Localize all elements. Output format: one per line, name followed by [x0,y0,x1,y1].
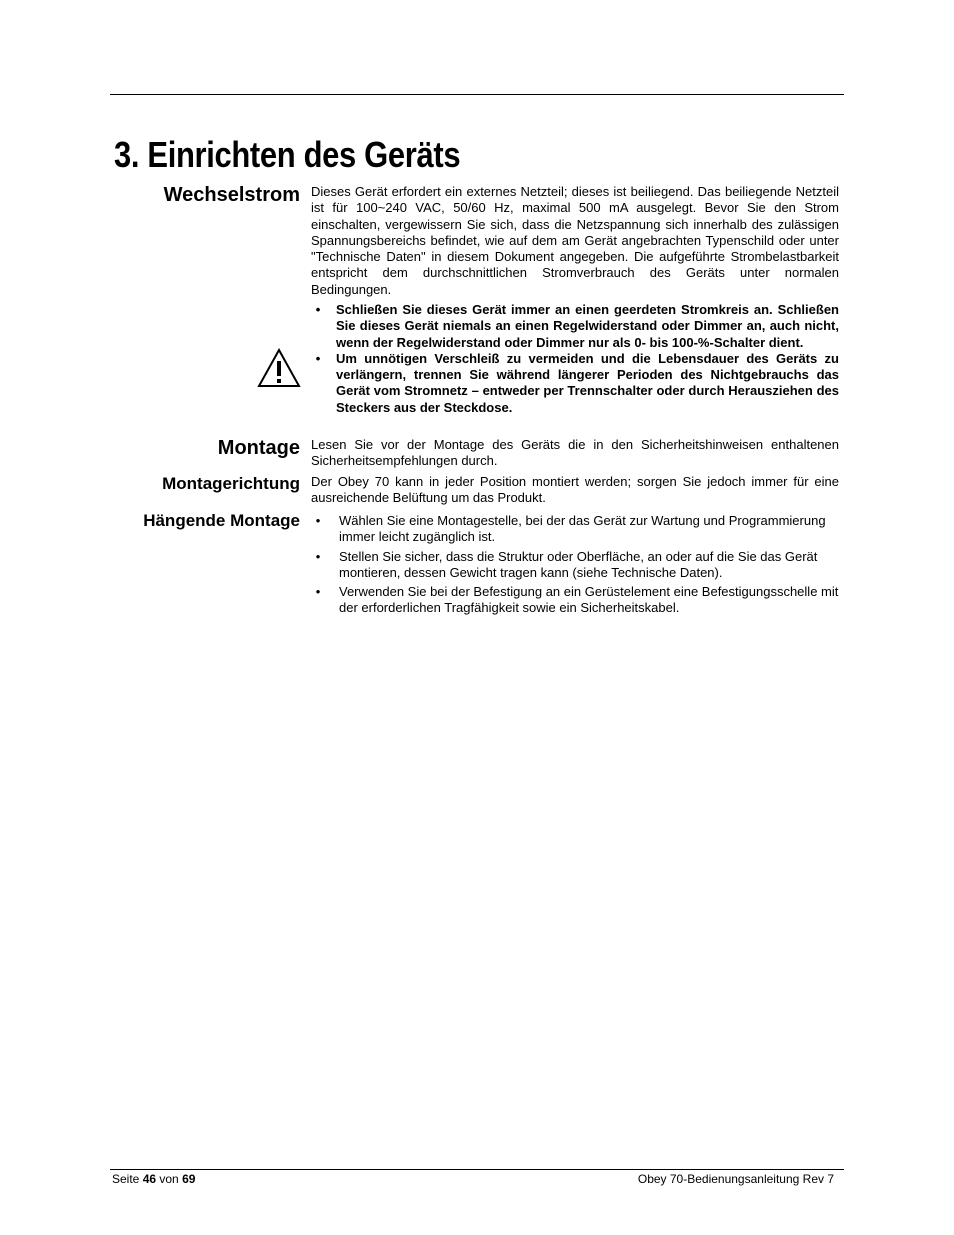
page-current: 46 [142,1172,157,1186]
bullet-icon: • [315,350,321,366]
warning-triangle-icon [257,348,301,388]
list-item [311,513,839,546]
bullet-icon: • [315,302,321,317]
wechselstrom-paragraph: Dieses Gerät erfordert ein externes Netzteil; dieses ist beiliegend. Das beiliegende Netzteil ist für 100~240 VAC, 50/60 Hz, maximal 500 mA ausgelegt. Bevor Sie den Strom einschalten, vergewissern Sie sich, dass die Netzspannung sich innerhalb des zulässigen Spannungsbereichs befindet, wie auf dem am Gerät angebrachten Typenschild oder unter "Technische Daten" in diesem Dokument angegeben. Die aufgeführte Strombelastbarkeit entspricht dem durchschnittlichen Stromverbrauch des Geräts unter normalen Bedingungen. [311,184,839,297]
haengende-montage-list [311,513,839,620]
section-heading-haengende-montage: Hängende Montage [143,511,300,530]
wechselstrom-warning-list [311,302,839,416]
montagerichtung-paragraph: Der Obey 70 kann in jeder Position montiert werden; sorgen Sie jedoch immer für eine ausreichende Belüftung um das Produkt. [311,474,839,506]
page-prefix: Seite [112,1172,143,1186]
montage-paragraph: Lesen Sie vor der Montage des Geräts die in den Sicherheitshinweisen enthaltenen Sicherheitsempfehlungen durch. [311,437,839,469]
list-item-text: Stellen Sie sicher, dass die Struktur oder Oberfläche, an oder auf die Sie das Gerät montieren, dessen Gewicht tragen kann (siehe Technische Daten). [339,548,818,580]
list-item-text: Um unnötigen Verschleiß zu vermeiden und die Lebensdauer des Geräts zu verlängern, trennen Sie während längerer Perioden des Nichtgebrauchs das Gerät vom Stromnetz – entweder per Trennschalter oder durch Herausziehen des Steckers aus der Steckdose. [336,350,839,415]
list-item-text: Verwenden Sie bei der Befestigung an ein Gerüstelement eine Befestigungsschelle mit der erforderlichen Tragfähigkeit sowie ein Sicherheitskabel. [339,584,839,616]
section-heading-wechselstrom: Wechselstrom [163,184,300,206]
list-item [311,584,839,617]
bullet-icon: • [315,584,321,600]
list-item-text: Wählen Sie eine Montagestelle, bei der das Gerät zur Wartung und Programmierung immer leicht zugänglich ist. [339,513,826,545]
section-heading-montage: Montage [217,437,300,459]
list-item [311,302,839,351]
page-title: 3. Einrichten des Geräts [114,134,461,175]
bullet-icon: • [315,548,321,564]
bullet-icon: • [315,513,321,528]
page-number [112,1172,195,1186]
list-item [311,351,839,416]
section-heading-montagerichtung: Montagerichtung [162,474,300,493]
list-item [311,549,839,582]
document-title: Obey 70-Bedienungsanleitung Rev 7 [637,1172,834,1186]
page-total: 69 [182,1172,196,1186]
footer-rule [110,1169,844,1170]
header-rule [110,94,844,95]
page-middle: von [156,1172,183,1186]
list-item-text: Schließen Sie dieses Gerät immer an einen geerdeten Stromkreis an. Schließen Sie dieses Gerät niemals an einen Regelwiderstand oder Dimmer an, auch nicht, wenn der Regelwiderstand oder Dimmer nur als 0- bis 100-%-Schalter dient. [336,302,839,350]
